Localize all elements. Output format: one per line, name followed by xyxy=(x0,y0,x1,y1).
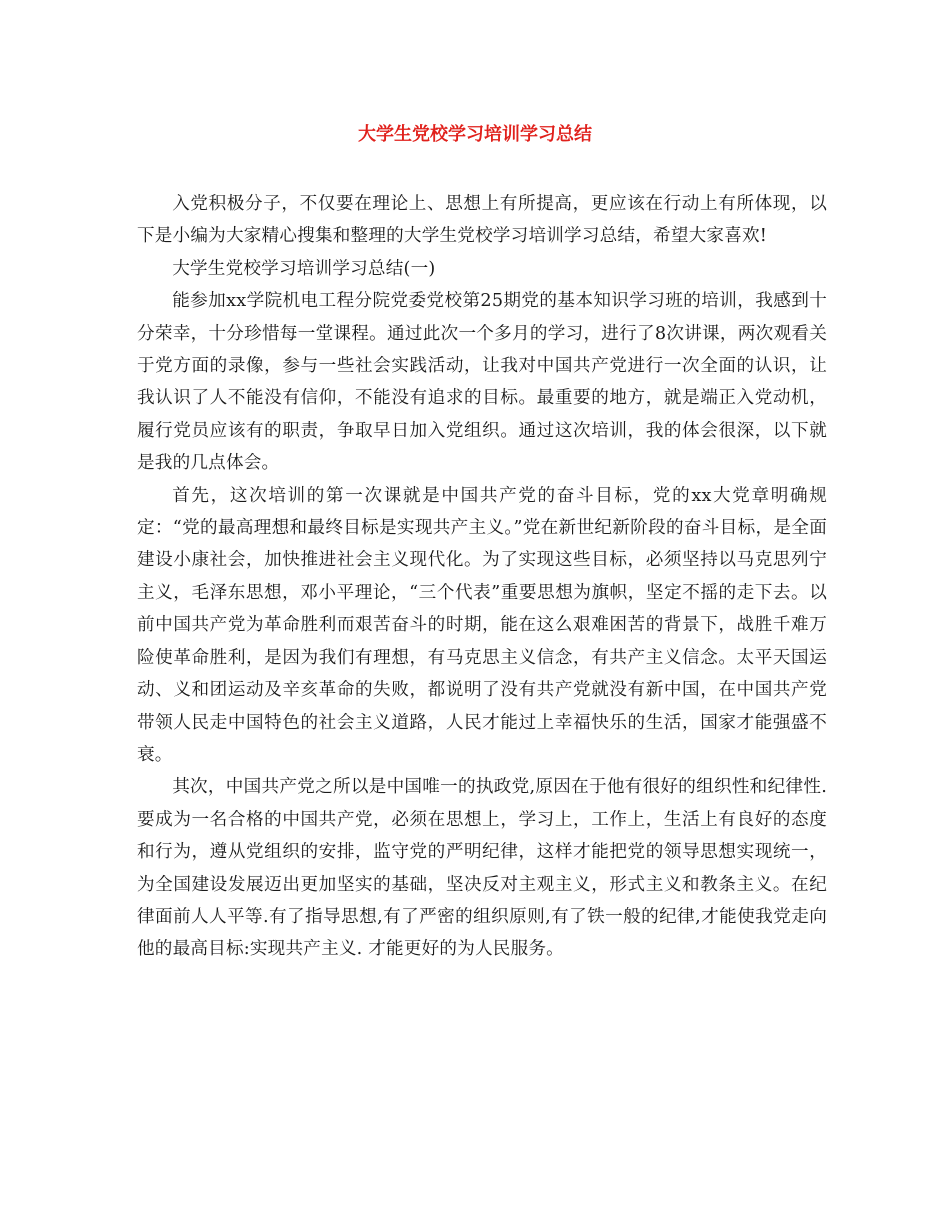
document-body xyxy=(137,188,827,966)
paragraph-intro: 入党积极分子，不仅要在理论上、思想上有所提高，更应该在行动上有所体现，以下是小编为大家精心搜集和整理的大学生党校学习培训学习总结，希望大家喜欢! xyxy=(137,194,827,247)
paragraph-second-point: 其次，中国共产党之所以是中国唯一的执政党,原因在于他有很好的组织性和纪律性.要成为一名合格的中国共产党，必须在思想上，学习上，工作上，生活上有良好的态度和行为，遵从党组织的安排，监守党的严明纪律，这样才能把党的领导思想实现统一，为全国建设发展迈出更加坚实的基础，坚决反对主观主义，形式主义和教条主义。在纪律面前人人平等.有了指导思想,有了严密的组织原则,有了铁一般的纪律,才能使我党走向他的最高目标:实现共产主义. 才能更好的为人民服务。 xyxy=(137,777,827,960)
paragraph-experience: 能参加xx学院机电工程分院党委党校第25期党的基本知识学习班的培训，我感到十分荣幸，十分珍惜每一堂课程。通过此次一个多月的学习，进行了8次讲课，两次观看关于党方面的录像，参与一些社会实践活动，让我对中国共产党进行一次全面的认识，让我认识了人不能没有信仰，不能没有追求的目标。最重要的地方，就是端正入党动机，履行党员应该有的职责，争取早日加入党组织。通过这次培训，我的体会很深，以下就是我的几点体会。 xyxy=(137,291,827,474)
section-heading: 大学生党校学习培训学习总结(一) xyxy=(172,258,436,279)
paragraph-first-point: 首先，这次培训的第一次课就是中国共产党的奋斗目标，党的xx大党章明确规定：“党的最高理想和最终目标是实现共产主义。”党在新世纪新阶段的奋斗目标，是全面建设小康社会，加快推进社会主义现代化。为了实现这些目标，必须坚持以马克思列宁主义，毛泽东思想，邓小平理论，“三个代表”重要思想为旗帜，坚定不摇的走下去。以前中国共产党为革命胜利而艰苦奋斗的时期，能在这么艰难困苦的背景下，战胜千难万险使革命胜利，是因为我们有理想，有马克思主义信念，有共产主义信念。太平天国运动、义和团运动及辛亥革命的失败，都说明了没有共产党就没有新中国，在中国共产党带领人民走中国特色的社会主义道路，人民才能过上幸福快乐的生活，国家才能强盛不衰。 xyxy=(137,485,827,765)
document-title: 大学生党校学习培训学习总结 xyxy=(358,124,592,145)
